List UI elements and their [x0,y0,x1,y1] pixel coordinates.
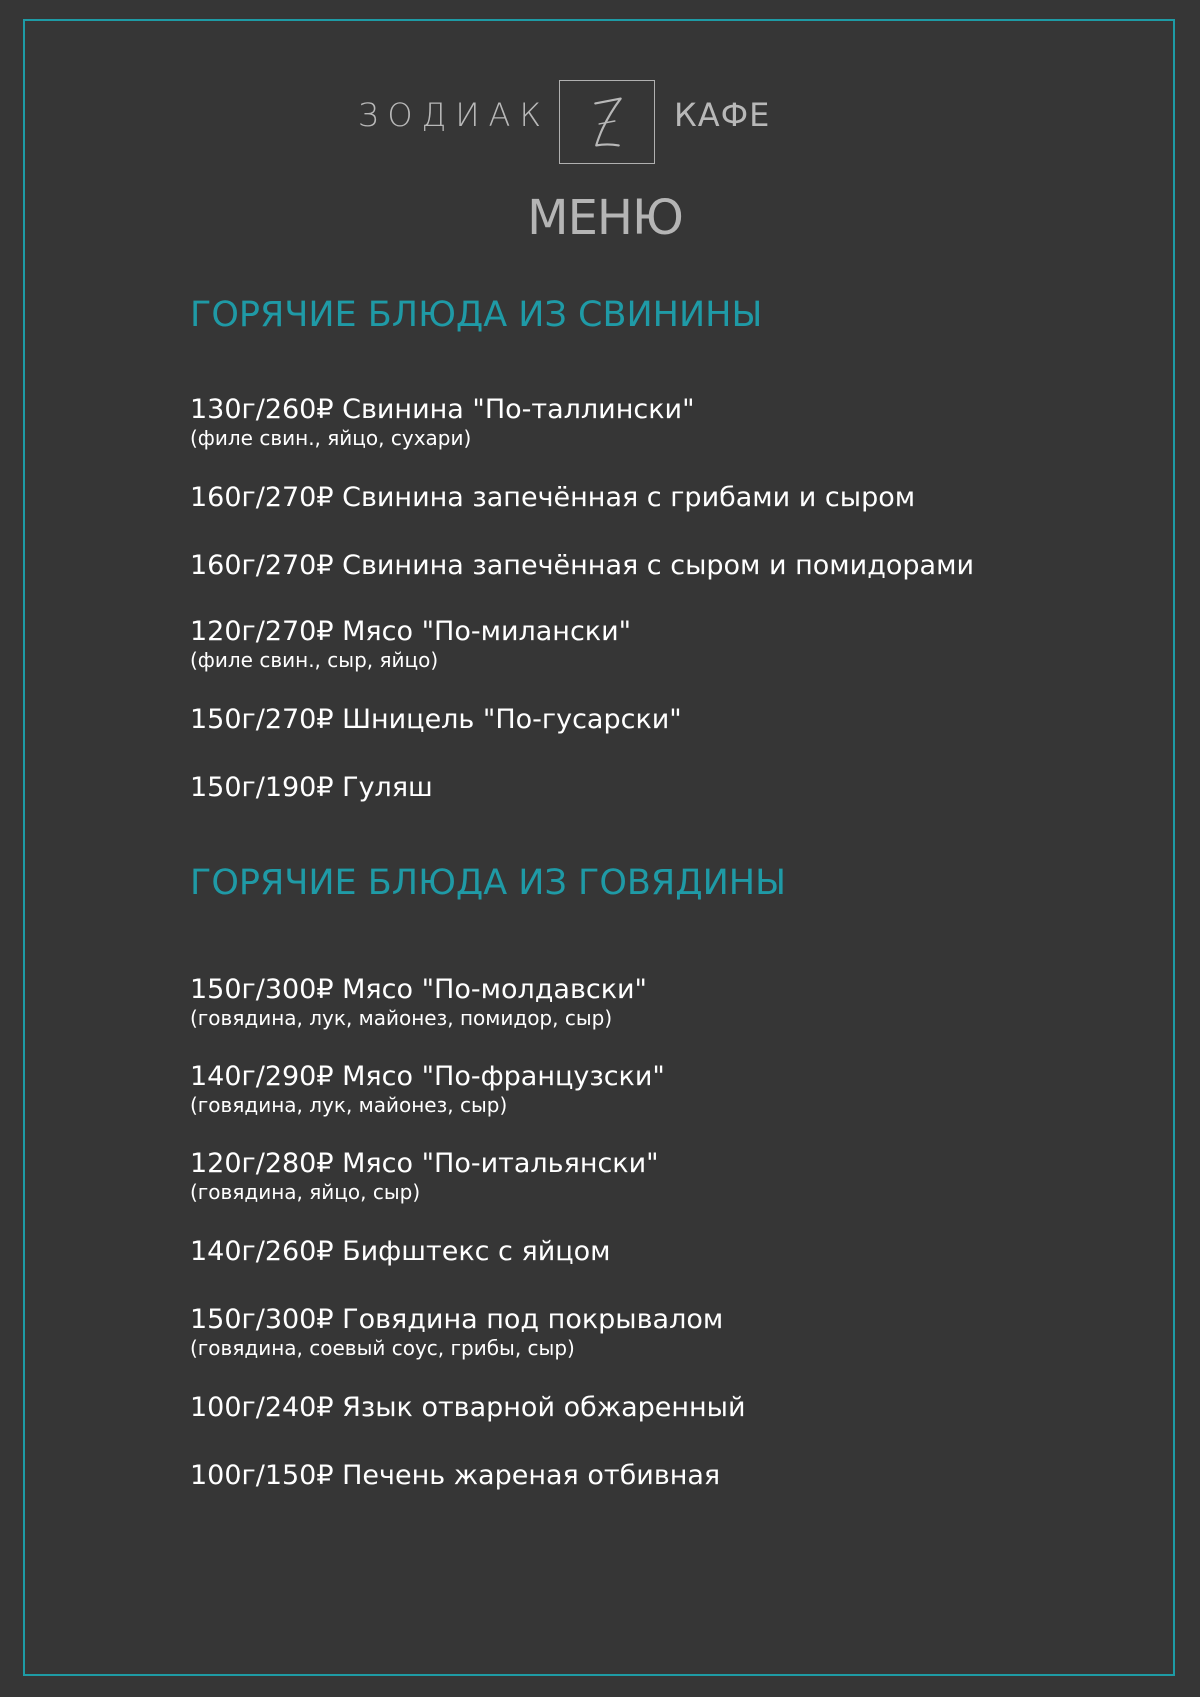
menu-item-description: (говядина, яйцо, сыр) [190,1180,421,1204]
menu-item-line: 150г/190₽ Гуляш [190,772,433,803]
menu-item-line: 160г/270₽ Свинина запечённая с грибами и сыром [190,482,916,513]
menu-item-line: 100г/240₽ Язык отварной обжаренный [190,1392,746,1423]
menu-item [190,1236,611,1268]
menu-item [190,974,647,1030]
menu-item [190,550,974,582]
menu-item-line: 120г/280₽ Мясо "По-итальянски" [190,1148,659,1179]
menu-item-line: 140г/290₽ Мясо "По-французски" [190,1061,665,1092]
menu-item [190,616,631,672]
logo-mark-icon [559,80,655,164]
menu-item-line: 160г/270₽ Свинина запечённая с сыром и помидорами [190,550,975,581]
menu-item-line: 100г/150₽ Печень жареная отбивная [190,1460,721,1491]
menu-item [190,1148,659,1204]
menu-item [190,704,682,736]
logo-mark-letter: Z [560,81,561,82]
menu-item [190,772,433,804]
section-heading-beef: ГОРЯЧИЕ БЛЮДА ИЗ ГОВЯДИНЫ [190,863,786,903]
menu-item-line: 150г/270₽ Шницель "По-гусарски" [190,704,682,735]
menu-item-line: 130г/260₽ Свинина "По-таллински" [190,394,695,425]
menu-item [190,1304,723,1360]
menu-item-line: 120г/270₽ Мясо "По-милански" [190,616,632,647]
logo-left-text: ЗОДИАК [358,96,550,134]
menu-item [190,1061,665,1117]
menu-item [190,1460,720,1492]
logo [0,80,1200,166]
menu-item [190,482,915,514]
menu-item-description: (говядина, соевый соус, грибы, сыр) [190,1336,575,1360]
menu-item [190,394,695,450]
menu-item-description: (говядина, лук, майонез, помидор, сыр) [190,1006,613,1030]
menu-item-description: (говядина, лук, майонез, сыр) [190,1093,508,1117]
menu-item-line: 150г/300₽ Мясо "По-молдавски" [190,974,647,1005]
menu-item-description: (филе свин., яйцо, сухари) [190,426,472,450]
menu-item [190,1392,746,1424]
menu-item-description: (филе свин., сыр, яйцо) [190,648,439,672]
page-border [23,19,1175,1676]
menu-title: МЕНЮ [527,190,683,246]
logo-right-text: КАФЕ [674,96,771,134]
menu-item-line: 150г/300₽ Говядина под покрывалом [190,1304,724,1335]
menu-item-line: 140г/260₽ Бифштекс с яйцом [190,1236,611,1267]
section-heading-pork: ГОРЯЧИЕ БЛЮДА ИЗ СВИНИНЫ [190,295,763,335]
